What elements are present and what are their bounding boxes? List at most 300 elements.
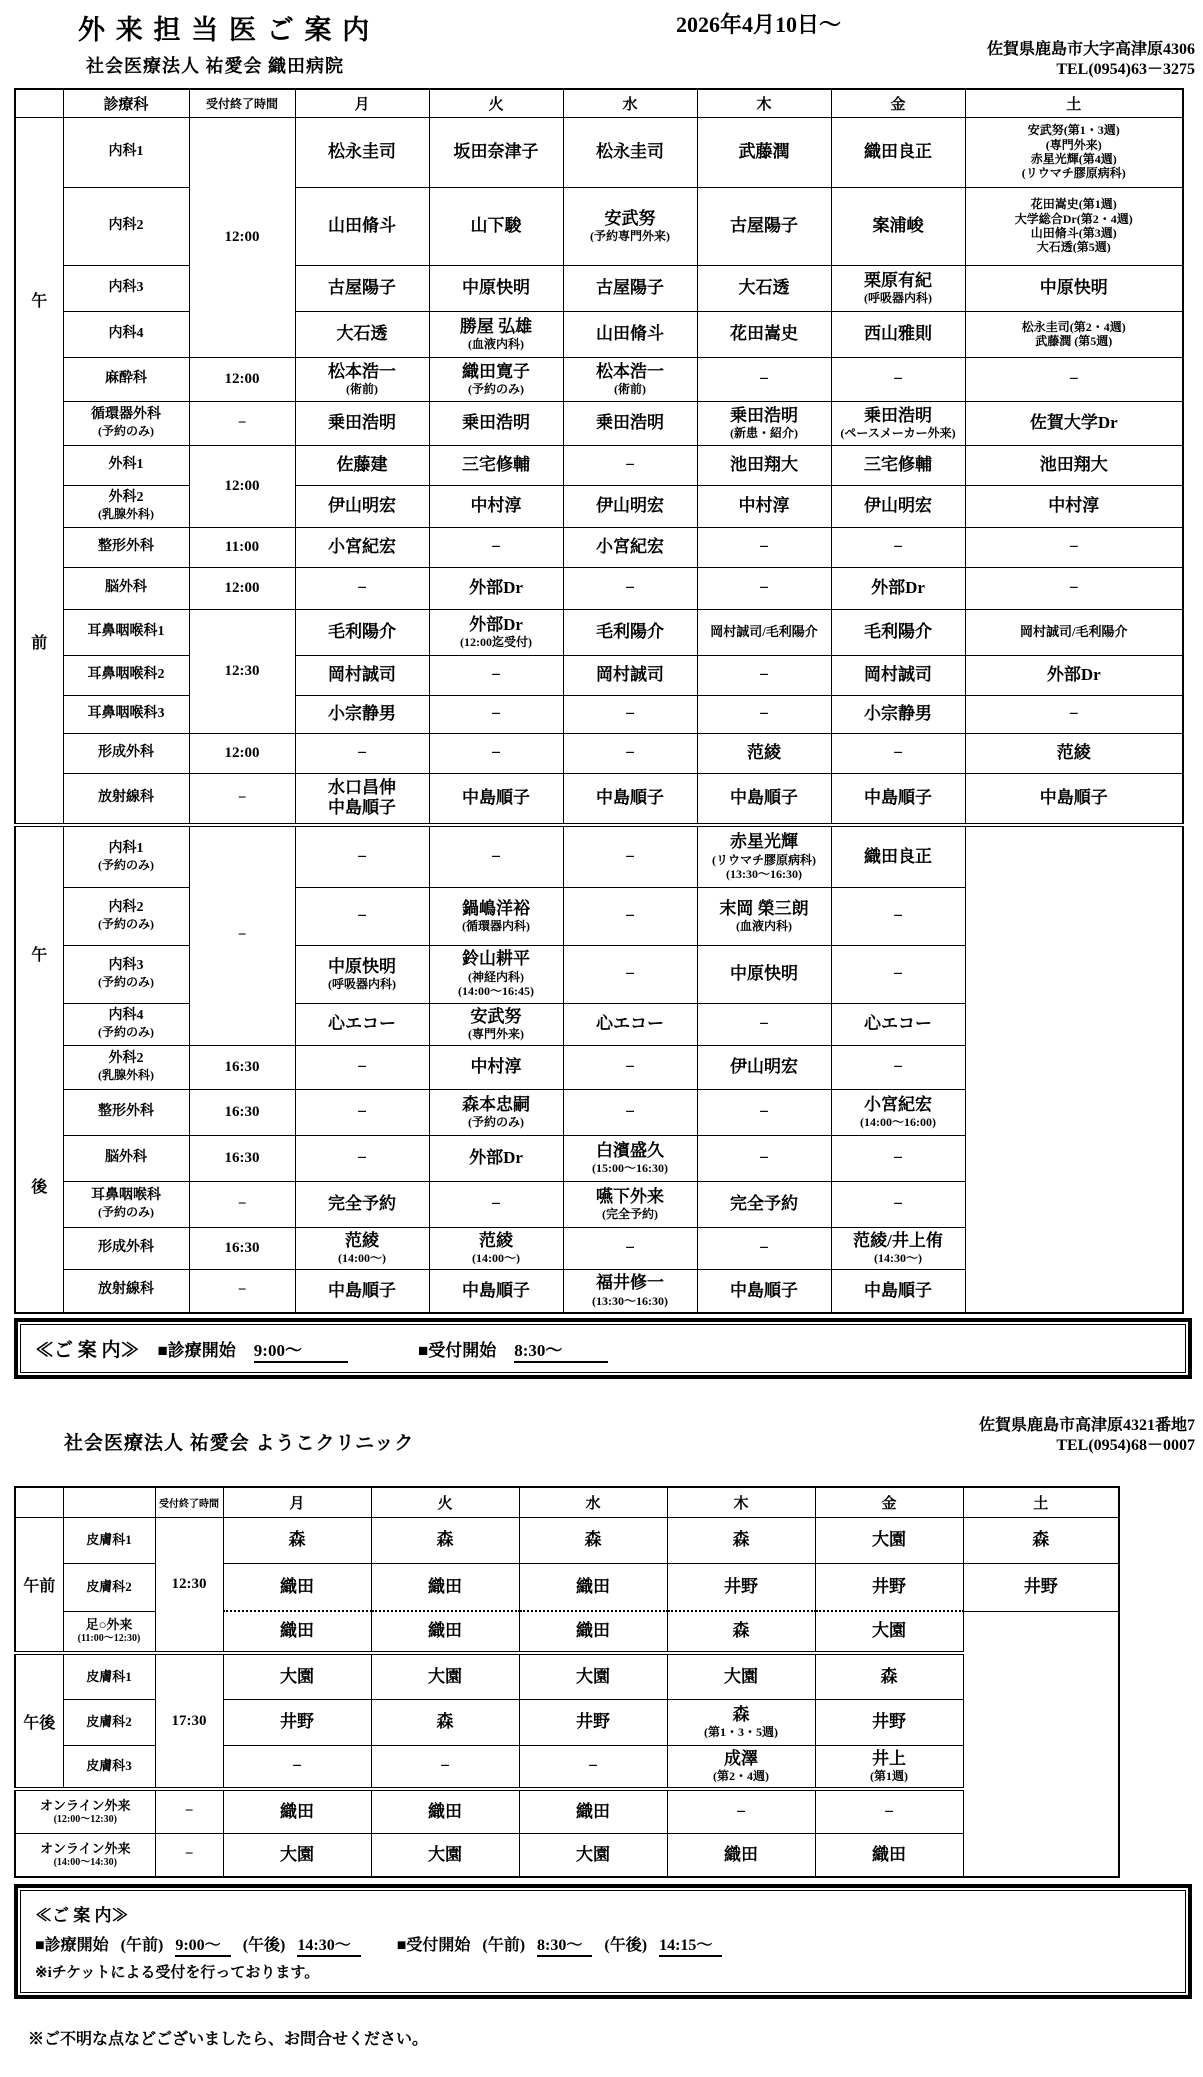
- schedule-cell: [831, 1227, 965, 1269]
- schedule-cell: [831, 655, 965, 695]
- cell-line: 山田脩斗: [596, 323, 664, 343]
- reception-end-cell: 16:30: [189, 1135, 295, 1181]
- cell-line: 大園: [872, 1621, 906, 1641]
- notice-note: ※iチケットによる受付を行っております。: [35, 1965, 320, 1981]
- cell-line: (術前): [346, 382, 378, 396]
- table-row: [15, 1653, 1119, 1699]
- schedule-cell: [831, 567, 965, 609]
- schedule-cell: [965, 695, 1183, 733]
- schedule-cell: [831, 1269, 965, 1313]
- cell-line: 中島順子: [328, 1280, 396, 1300]
- cell-line: 織田寛子: [462, 361, 530, 381]
- cell-line: 大石透: [336, 323, 388, 343]
- schedule-cell: [831, 1045, 965, 1089]
- schedule-cell: [697, 117, 831, 187]
- table-row: [15, 1833, 1119, 1877]
- schedule-cell: [697, 265, 831, 311]
- cell-line: 成澤: [724, 1748, 758, 1768]
- column-header: 金: [831, 89, 965, 117]
- cell-line: 森本忠嗣: [462, 1094, 530, 1114]
- schedule-cell: [295, 311, 429, 357]
- schedule-cell: [831, 945, 965, 1003]
- schedule-cell: [519, 1745, 667, 1789]
- schedule-cell: [697, 401, 831, 445]
- schedule-cell: [563, 117, 697, 187]
- cell-line: 外科1: [108, 456, 144, 472]
- schedule-cell: [429, 485, 563, 527]
- department-cell: [63, 1611, 155, 1653]
- cell-line: (13:30～16:30): [592, 1293, 668, 1308]
- cell-line: 松永圭司: [328, 141, 396, 161]
- cell-line: 外科2: [108, 490, 144, 506]
- hospital-notice-box: [14, 1318, 1192, 1379]
- cell-line: 中島順子: [596, 788, 664, 808]
- cell-line: −: [893, 536, 903, 556]
- cell-line: 松本浩一: [328, 361, 396, 381]
- cell-line: 三宅修輔: [864, 454, 932, 474]
- cell-line: 耳鼻咽喉科3: [87, 705, 165, 721]
- cell-line: 織田: [872, 1844, 906, 1864]
- department-cell: [63, 773, 189, 825]
- schedule-cell: [965, 485, 1183, 527]
- column-header: 月: [295, 89, 429, 117]
- cell-line: −: [491, 846, 501, 866]
- schedule-cell: [371, 1517, 519, 1563]
- schedule-cell: [563, 1181, 697, 1227]
- cell-line: 皮膚科2: [86, 1714, 132, 1730]
- schedule-cell: [519, 1611, 667, 1653]
- cell-line: 花田嵩史(第1週): [1030, 197, 1117, 212]
- hospital-name: 社会医療法人 祐愛会 織田病院: [86, 56, 344, 76]
- cell-line: (専門外来): [1045, 137, 1102, 152]
- cell-line: 麻酔科: [105, 370, 147, 386]
- cell-line: 大園: [428, 1666, 462, 1686]
- cell-line: −: [759, 1237, 769, 1257]
- schedule-cell: [429, 887, 563, 945]
- schedule-cell: [429, 401, 563, 445]
- cell-line: 乗田浩明: [864, 405, 932, 425]
- cell-line: −: [736, 1801, 746, 1821]
- schedule-cell: [667, 1699, 815, 1745]
- schedule-cell: [371, 1833, 519, 1877]
- schedule-table: [14, 88, 1184, 1314]
- cell-line: −: [491, 742, 501, 762]
- notice-time-value: 14:15～: [659, 1937, 722, 1957]
- cell-line: 毛利陽介: [864, 621, 932, 641]
- cell-line: 耳鼻咽喉科1: [87, 623, 165, 639]
- cell-line: 外部Dr: [469, 577, 523, 597]
- department-cell: [63, 1181, 189, 1227]
- table-row: [15, 401, 1183, 445]
- schedule-cell: [295, 1269, 429, 1313]
- cell-line: −: [759, 536, 769, 556]
- department-cell: [15, 1789, 155, 1833]
- footer-note: ※ご不明な点などございましたら、お問合せください。: [28, 2031, 429, 2048]
- cell-line: −: [357, 742, 367, 762]
- department-cell: [63, 1653, 155, 1699]
- schedule-cell: [429, 265, 563, 311]
- schedule-cell: [371, 1611, 519, 1653]
- cell-line: −: [625, 577, 635, 597]
- cell-line: 森: [732, 1621, 750, 1641]
- cell-line: 皮膚科2: [86, 1579, 132, 1595]
- department-cell: [63, 887, 189, 945]
- period-cell: [15, 117, 63, 825]
- schedule-cell: [429, 695, 563, 733]
- cell-line: 中島順子: [864, 1280, 932, 1300]
- cell-line: 中村淳: [470, 1056, 522, 1076]
- column-header: 診療科: [63, 89, 189, 117]
- schedule-cell: [295, 485, 429, 527]
- clinic-notice-box: [14, 1884, 1192, 1999]
- cell-line: −: [357, 846, 367, 866]
- notice-item-label: ■診療開始: [35, 1937, 109, 1954]
- period-char: 午: [31, 947, 48, 964]
- period-char: 後: [31, 1179, 48, 1196]
- schedule-cell: [831, 1089, 965, 1135]
- schedule-cell: [831, 357, 965, 401]
- cell-line: オンライン外来: [39, 1797, 131, 1813]
- cell-line: 福井修一: [596, 1273, 664, 1293]
- reception-end-cell: 12:00: [189, 117, 295, 357]
- cell-line: 中村淳: [738, 495, 790, 515]
- notice-item-label: ■受付開始: [417, 1341, 497, 1360]
- cell-line: (予約のみ): [98, 424, 154, 439]
- notice-item-label: ■診療開始: [157, 1341, 236, 1360]
- column-header: 火: [429, 89, 563, 117]
- schedule-cell: [697, 887, 831, 945]
- reception-end-cell: 11:00: [189, 527, 295, 567]
- schedule-cell: [831, 887, 965, 945]
- schedule-cell: [831, 265, 965, 311]
- cell-line: 内科2: [108, 900, 144, 916]
- cell-line: 内科3: [108, 279, 144, 295]
- schedule-cell: [697, 773, 831, 825]
- schedule-cell: [831, 1181, 965, 1227]
- schedule-cell: [831, 773, 965, 825]
- cell-line: (循環器内科): [462, 919, 530, 933]
- cell-line: 井野: [872, 1576, 906, 1596]
- cell-line: 范綾: [345, 1230, 379, 1250]
- column-header: 受付終了時間: [155, 1487, 223, 1517]
- schedule-cell: [429, 311, 563, 357]
- cell-line: 森: [1032, 1529, 1050, 1549]
- cell-line: 心エコー: [864, 1013, 932, 1033]
- cell-line: −: [357, 577, 367, 597]
- cell-line: (14:00～16:45): [458, 984, 534, 999]
- reception-end-cell: −: [189, 401, 295, 445]
- cell-line: (予約のみ): [468, 382, 524, 396]
- clinic-address: 佐賀県鹿島市高津原4321番地7: [978, 1417, 1195, 1434]
- hospital-notice-content: [20, 1324, 1186, 1373]
- cell-line: 西山雅則: [864, 323, 932, 343]
- schedule-cell: [563, 485, 697, 527]
- schedule-cell: [223, 1745, 371, 1789]
- cell-line: (15:00～16:30): [592, 1161, 668, 1175]
- notice-label: ≪ご 案 内≫: [35, 1906, 129, 1925]
- cell-line: 織田: [428, 1801, 462, 1821]
- cell-line: 末岡 榮三朗: [719, 898, 809, 918]
- schedule-cell: [429, 655, 563, 695]
- cell-line: −: [1068, 536, 1079, 556]
- cell-line: (血液内科): [736, 919, 792, 933]
- schedule-cell: [295, 773, 429, 825]
- schedule-cell: [563, 311, 697, 357]
- schedule-cell: [697, 1269, 831, 1313]
- schedule-cell: [697, 357, 831, 401]
- schedule-cell: [697, 609, 831, 655]
- cell-line: 岡村誠司: [328, 664, 396, 684]
- cell-line: 案浦峻: [872, 215, 924, 235]
- cell-line: 花田嵩史: [730, 323, 798, 343]
- schedule-cell: [815, 1611, 963, 1653]
- hospital-address-block: [987, 40, 1195, 80]
- department-cell: [63, 1135, 189, 1181]
- notice-items: [35, 1937, 734, 1954]
- notice-time-value: 14:30～: [297, 1937, 360, 1957]
- schedule-cell: [223, 1833, 371, 1877]
- department-cell: [63, 695, 189, 733]
- cell-line: 形成外科: [98, 1239, 154, 1255]
- schedule-cell: [563, 357, 697, 401]
- column-header: [15, 1487, 63, 1517]
- schedule-cell: [831, 401, 965, 445]
- notice-time-value: 9:00～: [254, 1341, 348, 1363]
- schedule-cell: [429, 187, 563, 265]
- cell-line: 小宮紀宏: [596, 536, 664, 556]
- schedule-cell: [667, 1611, 815, 1653]
- schedule-cell: [295, 117, 429, 187]
- table-header: [15, 89, 1183, 117]
- schedule-cell: [667, 1789, 815, 1833]
- schedule-cell: [223, 1789, 371, 1833]
- department-cell: [63, 825, 189, 887]
- cell-line: 織田: [428, 1576, 462, 1596]
- cell-line: (ペースメーカー外来): [840, 426, 956, 440]
- schedule-cell: [831, 527, 965, 567]
- cell-line: 整形外科: [98, 1103, 154, 1119]
- cell-line: −: [357, 1056, 367, 1076]
- column-header: 月: [223, 1487, 371, 1517]
- page-title: 外 来 担 当 医 ご 案 内: [78, 15, 372, 45]
- schedule-cell: [831, 733, 965, 773]
- cell-line: (神経内科): [468, 969, 524, 984]
- reception-end-cell: −: [189, 1269, 295, 1313]
- cell-line: 皮膚科1: [86, 1668, 132, 1684]
- reception-end-cell: 12:30: [189, 609, 295, 733]
- cell-line: 中原快明: [730, 963, 798, 983]
- reception-end-cell: 16:30: [189, 1227, 295, 1269]
- cell-line: 整形外科: [98, 538, 154, 554]
- cell-line: 中島順子: [462, 1280, 530, 1300]
- table-body: [15, 1517, 1119, 1877]
- cell-line: 古屋陽子: [730, 215, 798, 235]
- cell-line: 小宗静男: [864, 703, 932, 723]
- schedule-cell: [223, 1517, 371, 1563]
- cell-line: 皮膚科1: [86, 1532, 132, 1548]
- cell-line: (第1週): [870, 1769, 908, 1784]
- department-cell: [63, 1089, 189, 1135]
- cell-line: 赤星光輝: [730, 832, 798, 852]
- department-cell: [63, 265, 189, 311]
- schedule-cell: [831, 445, 965, 485]
- schedule-cell: [429, 773, 563, 825]
- schedule-cell: [815, 1789, 963, 1833]
- table-row: [15, 1789, 1119, 1833]
- schedule-cell: [963, 1563, 1119, 1611]
- cell-line: 佐藤建: [336, 454, 388, 474]
- schedule-cell: [563, 887, 697, 945]
- cell-line: 井野: [280, 1711, 314, 1731]
- cell-line: 中島順子: [864, 788, 932, 808]
- cell-line: 岡村誠司/毛利陽介: [1019, 624, 1128, 640]
- cell-line: −: [759, 1013, 769, 1033]
- department-cell: [63, 655, 189, 695]
- reception-end-cell: 16:30: [189, 1089, 295, 1135]
- schedule-cell: [697, 1045, 831, 1089]
- department-cell: [15, 1833, 155, 1877]
- schedule-cell: [429, 1269, 563, 1313]
- reception-end-cell: 16:30: [189, 1045, 295, 1089]
- schedule-cell: [429, 1227, 563, 1269]
- schedule-cell: [831, 1135, 965, 1181]
- department-cell: [63, 567, 189, 609]
- department-cell: [63, 1563, 155, 1611]
- cell-line: −: [588, 1756, 598, 1776]
- cell-line: 森: [436, 1529, 454, 1549]
- schedule-cell: [295, 1003, 429, 1045]
- cell-line: 織田: [576, 1621, 610, 1641]
- cell-line: 佐賀大学Dr: [1029, 412, 1118, 432]
- clinic-notice-content: [20, 1890, 1186, 1993]
- schedule-cell: [965, 609, 1183, 655]
- cell-line: 三宅修輔: [462, 454, 530, 474]
- notice-time-value: 9:00～: [175, 1937, 230, 1957]
- schedule-cell: [965, 655, 1183, 695]
- cell-line: 山下駿: [470, 215, 522, 235]
- hospital-address: 佐賀県鹿島市大字高津原4306: [986, 41, 1195, 58]
- reception-end-cell: −: [189, 1181, 295, 1227]
- clinic-name: 社会医療法人 祐愛会 ようこクリニック: [64, 1433, 415, 1454]
- cell-line: 外部Dr: [469, 614, 523, 634]
- schedule-cell: [965, 733, 1183, 773]
- schedule-table: [14, 1486, 1120, 1878]
- schedule-cell: [371, 1563, 519, 1611]
- schedule-cell: [429, 567, 563, 609]
- cell-line: (呼吸器内科): [864, 291, 932, 305]
- notice-items: [140, 1343, 609, 1360]
- cell-line: 安武努(第1・3週): [1027, 123, 1120, 138]
- table-header: [15, 1487, 1119, 1517]
- schedule-cell: [965, 773, 1183, 825]
- cell-line: −: [759, 1147, 769, 1167]
- cell-line: 范綾: [1056, 742, 1091, 762]
- cell-line: 安武努: [470, 1006, 522, 1026]
- department-cell: [63, 733, 189, 773]
- cell-line: 中原快明: [1039, 277, 1108, 297]
- clinic-tel: TEL(0954)68－0007: [1056, 1437, 1195, 1454]
- schedule-cell: [519, 1517, 667, 1563]
- cell-line: 大園: [576, 1666, 610, 1686]
- cell-line: (新患・紹介): [730, 426, 798, 440]
- cell-line: 松永圭司(第2・4週): [1021, 319, 1126, 334]
- cell-line: 大園: [724, 1666, 758, 1686]
- schedule-cell: [429, 1181, 563, 1227]
- schedule-cell: [563, 401, 697, 445]
- table-row: [15, 357, 1183, 401]
- notice-item-label: (午前): [482, 1937, 526, 1954]
- schedule-cell: [295, 609, 429, 655]
- schedule-cell: [563, 945, 697, 1003]
- cell-line: 鈴山耕平: [462, 949, 530, 969]
- reception-end-cell: −: [155, 1789, 223, 1833]
- department-cell: [63, 1699, 155, 1745]
- schedule-cell: [965, 567, 1183, 609]
- table-row: [15, 527, 1183, 567]
- cell-line: 中島順子: [1039, 788, 1108, 808]
- cell-line: 外部Dr: [871, 577, 925, 597]
- schedule-cell: [831, 187, 965, 265]
- schedule-cell: [429, 1135, 563, 1181]
- schedule-cell: [295, 1045, 429, 1089]
- schedule-cell: [563, 567, 697, 609]
- cell-line: (12:00～12:30): [53, 1813, 117, 1825]
- cell-line: 井野: [1023, 1576, 1058, 1596]
- schedule-cell: [371, 1745, 519, 1789]
- schedule-cell: [697, 945, 831, 1003]
- cell-line: 大石透(第5週): [1036, 240, 1111, 255]
- cell-line: −: [759, 1101, 769, 1121]
- column-header: 金: [815, 1487, 963, 1517]
- notice-item-label: (午前): [120, 1937, 164, 1954]
- cell-line: −: [491, 703, 501, 723]
- cell-line: 大石透: [738, 277, 790, 297]
- reception-end-cell: 12:00: [189, 733, 295, 773]
- schedule-cell: [295, 527, 429, 567]
- schedule-cell: [563, 445, 697, 485]
- schedule-cell: [697, 1089, 831, 1135]
- cell-line: 循環器外科: [91, 407, 161, 423]
- schedule-cell: [295, 401, 429, 445]
- table-row: [15, 609, 1183, 655]
- cell-line: (14:00～16:00): [860, 1115, 936, 1129]
- schedule-cell: [295, 187, 429, 265]
- header-row: [15, 89, 1183, 117]
- schedule-cell: [563, 1045, 697, 1089]
- cell-line: 森: [732, 1704, 750, 1724]
- schedule-cell: [697, 485, 831, 527]
- cell-line: 小宮紀宏: [864, 1094, 932, 1114]
- clinic-address-block: [979, 1416, 1195, 1456]
- department-cell: [63, 445, 189, 485]
- cell-line: 内科2: [108, 217, 144, 233]
- reception-end-cell: −: [189, 825, 295, 1045]
- cell-line: −: [625, 703, 635, 723]
- cell-line: −: [893, 1147, 903, 1167]
- schedule-cell: [697, 567, 831, 609]
- cell-line: (13:30～16:30): [726, 866, 802, 881]
- cell-line: 放射線科: [98, 789, 154, 805]
- cell-line: 毛利陽介: [596, 621, 664, 641]
- cell-line: 織田: [576, 1801, 610, 1821]
- department-cell: [63, 527, 189, 567]
- cell-line: 毛利陽介: [328, 621, 396, 641]
- cell-line: (予約のみ): [468, 1115, 524, 1129]
- cell-line: 中島順子: [730, 788, 798, 808]
- department-cell: [63, 1517, 155, 1563]
- schedule-cell: [831, 311, 965, 357]
- schedule-cell: [519, 1789, 667, 1833]
